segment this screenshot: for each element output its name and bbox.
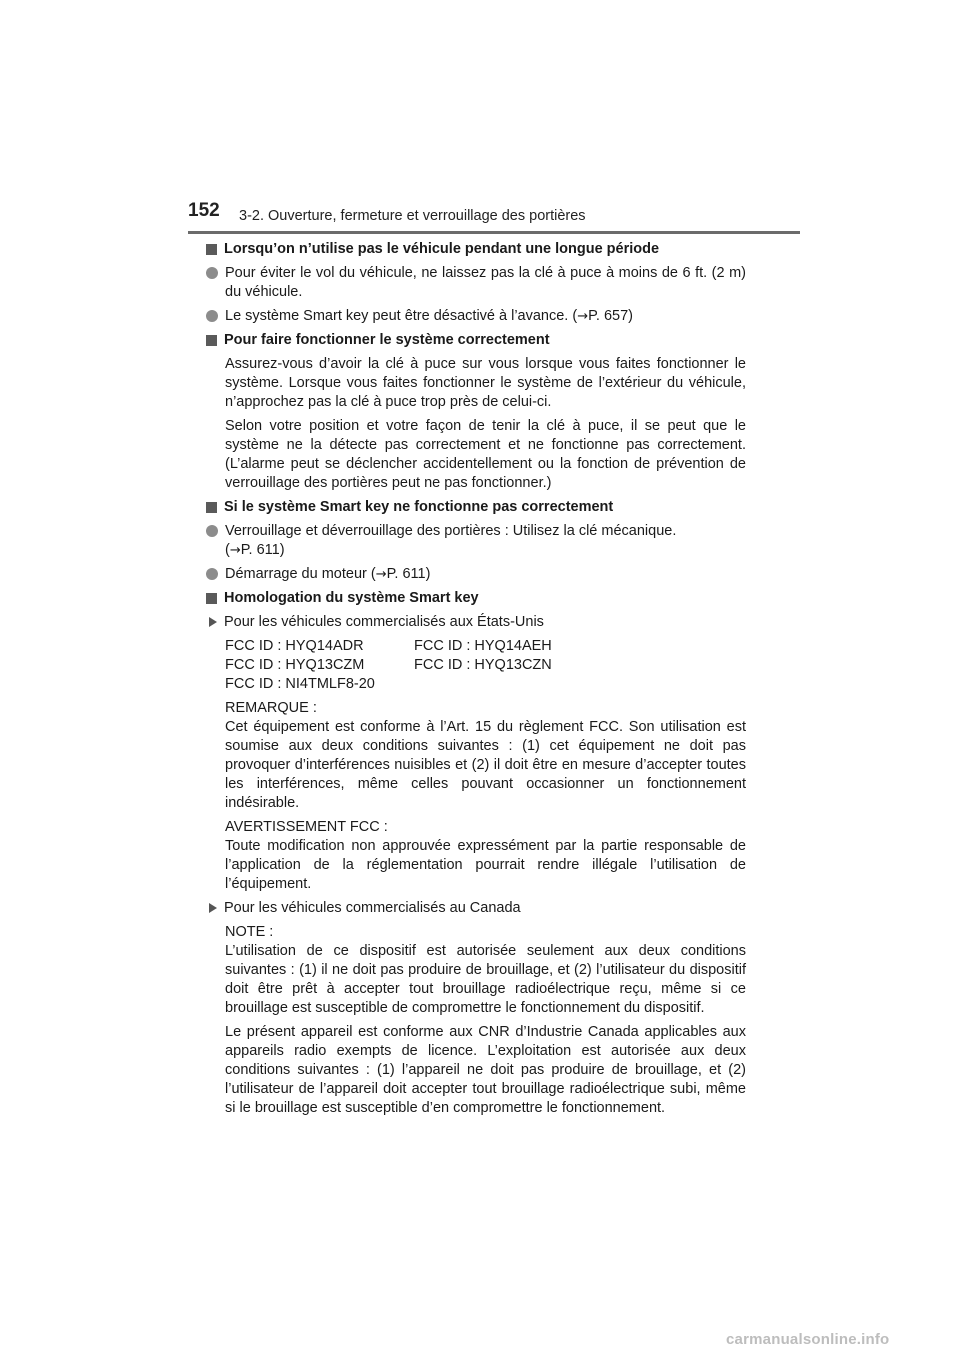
section-heading-operate-correctly xyxy=(206,331,746,350)
square-bullet-icon xyxy=(206,244,217,255)
arrow-right-icon: → xyxy=(577,309,589,324)
bullet-text: Pour éviter le vol du véhicule, ne laissez pas la clé à puce à moins de 6 ft. (2 m) du véhicule. xyxy=(225,265,746,300)
watermark: carmanualsonline.info xyxy=(726,1331,890,1348)
heading-text: Pour faire fonctionner le système correctement xyxy=(224,332,550,348)
page-reference-link[interactable]: P. 657) xyxy=(588,308,633,324)
fcc-id-list xyxy=(206,637,746,694)
arrow-right-icon: → xyxy=(375,567,387,582)
fcc-id: FCC ID : HYQ13CZN xyxy=(414,657,552,673)
bullet-item xyxy=(206,522,746,560)
avertissement-block xyxy=(206,818,746,894)
note-text: L’utilisation de ce dispositif est autorisée seulement aux deux conditions suivantes : (1) il ne doit pas produire de brouillage, et (2) l’utilisateur du dispositif doit être prêt à accepter tout brouillage radioélectrique reçu, même si ce brouillage est susceptible de compromettre le fonctionnement du dispositif. xyxy=(225,943,746,1016)
subheading-canada xyxy=(206,899,746,918)
header-divider xyxy=(188,231,800,234)
remarque-block xyxy=(206,699,746,813)
note-block xyxy=(206,923,746,1018)
bullet-item xyxy=(206,264,746,302)
bullet-text: Le système Smart key peut être désactivé à l’avance. ( xyxy=(225,308,578,324)
triangle-arrow-icon xyxy=(209,903,217,913)
arrow-right-icon: → xyxy=(229,543,241,558)
page-reference-link[interactable]: P. 611) xyxy=(386,566,431,582)
round-bullet-icon xyxy=(206,525,218,537)
avertissement-title: AVERTISSEMENT FCC : xyxy=(225,819,388,835)
square-bullet-icon xyxy=(206,335,217,346)
avertissement-text: Toute modification non approuvée expressément par la partie responsable de l’application de la réglementation pourrait rendre illégale l’utilisation de l’équipement. xyxy=(225,838,746,892)
section-heading-long-period xyxy=(206,240,746,259)
subheading-text: Pour les véhicules commercialisés aux États-Unis xyxy=(224,614,544,630)
fcc-id: FCC ID : NI4TMLF8-20 xyxy=(225,676,375,692)
bullet-item xyxy=(206,307,746,326)
triangle-arrow-icon xyxy=(209,617,217,627)
round-bullet-icon xyxy=(206,267,218,279)
subheading-us xyxy=(206,613,746,632)
page-reference-link[interactable]: P. 611) xyxy=(240,542,285,558)
round-bullet-icon xyxy=(206,310,218,322)
bullet-text: Démarrage du moteur ( xyxy=(225,566,376,582)
paragraph: Le présent appareil est conforme aux CNR d’Industrie Canada applicables aux appareils radio exempts de licence. L’exploitation est autorisée aux deux conditions suivantes : (1) l’appareil ne doit pas produire de brouillage, et (2) l’utilisateur de l’appareil doit accepter tout brouillage radioélectrique subi, même si le brouillage est susceptible d’en compromettre le fonctionnement. xyxy=(225,1024,746,1116)
square-bullet-icon xyxy=(206,502,217,513)
bullet-text: Verrouillage et déverrouillage des portières : Utilisez la clé mécanique. xyxy=(225,523,677,539)
page-header xyxy=(188,200,800,240)
square-bullet-icon xyxy=(206,593,217,604)
bullet-item xyxy=(206,565,746,584)
remarque-text: Cet équipement est conforme à l’Art. 15 du règlement FCC. Son utilisation est soumise aux deux conditions suivantes : (1) cet équipement ne doit pas provoquer d’interférences nuisibles et (2) il doit être en mesure d’accepter toutes les interférences, même celles pouvant occasionner un fonctionnement indésirable. xyxy=(225,719,746,811)
heading-text: Lorsqu’on n’utilise pas le véhicule pendant une longue période xyxy=(224,241,660,257)
fcc-id: FCC ID : HYQ13CZM xyxy=(225,657,365,673)
chapter-title: 3-2. Ouverture, fermeture et verrouillage des portières xyxy=(239,208,586,224)
round-bullet-icon xyxy=(206,568,218,580)
remarque-title: REMARQUE : xyxy=(225,700,317,716)
paragraph: Assurez-vous d’avoir la clé à puce sur vous lorsque vous faites fonctionner le système. Lorsque vous faites fonctionner le système de l’extérieur du véhicule, n’approchez pas la clé à puce trop près de celui-ci. xyxy=(225,356,746,410)
subheading-text: Pour les véhicules commercialisés au Canada xyxy=(224,900,521,916)
heading-text: Si le système Smart key ne fonctionne pas correctement xyxy=(224,499,614,515)
heading-text: Homologation du système Smart key xyxy=(224,590,479,606)
bullet-text-open: ( xyxy=(225,542,230,558)
note-title: NOTE : xyxy=(225,924,274,940)
fcc-id: FCC ID : HYQ14ADR xyxy=(225,638,364,654)
page-content xyxy=(206,240,746,1123)
section-heading-not-working xyxy=(206,498,746,517)
page-number: 152 xyxy=(188,200,220,221)
fcc-id: FCC ID : HYQ14AEH xyxy=(414,638,552,654)
paragraph: Selon votre position et votre façon de tenir la clé à puce, il se peut que le système ne la détecte pas correctement et ne fonctionne pas correctement. (L’alarme peut se déclencher accidentellement ou la fonction de prévention de verrouillage des portières peut ne pas fonctionner.) xyxy=(225,418,746,491)
section-heading-homologation xyxy=(206,589,746,608)
